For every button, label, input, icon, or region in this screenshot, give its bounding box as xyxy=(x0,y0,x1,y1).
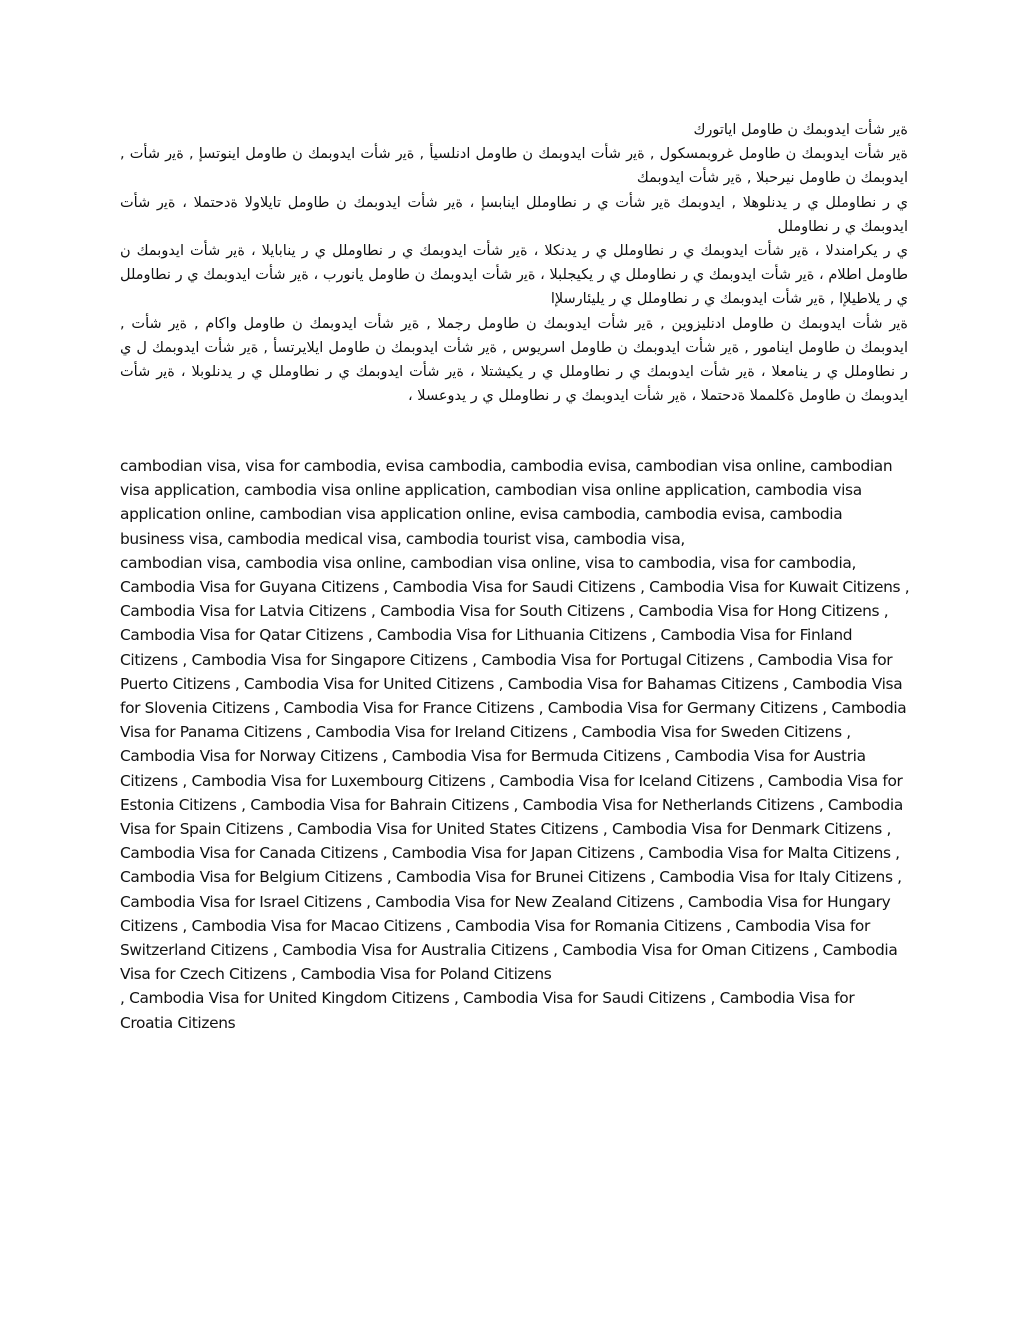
arabic-paragraph-1: ةﻳر شأت ايدوبمك ن طاومل غروبمسكول , ةﻳر شأت ايدوبمك ن طاومل ادنلسيأ , ةﻳر شأت ايدوبمك ن طاومل اينوتسإ , ةﻳر شأت , ايدوبمك ن طاومل نيرحبلا , ةﻳر شأت ايدوبمك xyxy=(120,146,908,187)
arabic-paragraph-3: ي ر يكرامندلا ، ةﻳر شأت ايدوبمك ي ر نطاوملل ي ر يدنكلا ، ةﻳر شأت ايدوبمك ي ر نطاوملل ي ر ينابايلا ، ةﻳر شأت ايدوبمك ن طاومل اطلام ، ةﻳر شأت ايدوبمك ي ر نطاوملل ي ر يكيجلبلا ، ةﻳر شأت ايدوبمك ن طاومل يانورب ، ةﻳر شأت ايدوبمك ي ر نطاوملل ي ر يلاطيلإا , ةﻳر شأت ايدوبمك ي ر نطاوملل ي ر يليئارسلإا xyxy=(120,243,908,308)
english-keywords-section xyxy=(120,454,910,1035)
arabic-keywords-section xyxy=(120,118,908,408)
arabic-paragraph-4: ةﻳر شأت ايدوبمك ن طاومل ادنليزوين , ةﻳر شأت ايدوبمك ن طاومل رجملا , ةﻳر شأت ايدوبمك ن طاومل واكام , ةﻳر شأت , ايدوبمك ن طاومل اينامور , ةﻳر شأت ايدوبمك ن طاومل اسريوس , ةﻳر شأت ايدوبمك ن طاومل ايلايرتسأ , ةﻳر شأت ايدوبمك ل ي ر نطاوملل ي ر ينامعلا ، ةﻳر شأت ايدوبمك ي ر نطاوملل ي ر يكيشتلا ، ةﻳر شأت ايدوبمك ي ر نطاوملل ي ر يدنلوبلا ، ةﻳر شأت ايدوبمك ن طاومل ةكلمملا ةدحتملا ، ةﻳر شأت ايدوبمك ي ر نطاوملل ي ر يدوعسلا ، xyxy=(120,315,908,405)
english-paragraph-2: cambodian visa, cambodia visa online, cambodian visa online, visa to cambodia, visa for cambodia, Cambodia Visa for Guyana Citizens , Cambodia Visa for Saudi Citizens , Cambodia Visa for Kuwait Citizens , Cambodia Visa for Latvia Citizens , Cambodia Visa for South Citizens , Cambodia Visa for Hong Citizens , Cambodia Visa for Qatar Citizens , Cambodia Visa for Lithuania Citizens , Cambodia Visa for Finland Citizens , Cambodia Visa for Singapore Citizens , Cambodia Visa for Portugal Citizens , Cambodia Visa for Puerto Citizens , Cambodia Visa for United Citizens , Cambodia Visa for Bahamas Citizens , Cambodia Visa for Slovenia Citizens , Cambodia Visa for France Citizens , Cambodia Visa for Germany Citizens , Cambodia Visa for Panama Citizens , Cambodia Visa for Ireland Citizens , Cambodia Visa for Sweden Citizens , Cambodia Visa for Norway Citizens , Cambodia Visa for Bermuda Citizens , Cambodia Visa for Austria Citizens , Cambodia Visa for Luxembourg Citizens , Cambodia Visa for Iceland Citizens , Cambodia Visa for Estonia Citizens , Cambodia Visa for Bahrain Citizens , Cambodia Visa for Netherlands Citizens , Cambodia Visa for Spain Citizens , Cambodia Visa for United States Citizens , Cambodia Visa for Denmark Citizens , Cambodia Visa for Canada Citizens , Cambodia Visa for Japan Citizens , Cambodia Visa for Malta Citizens , Cambodia Visa for Belgium Citizens , Cambodia Visa for Brunei Citizens , Cambodia Visa for Italy Citizens , Cambodia Visa for Israel Citizens , Cambodia Visa for New Zealand Citizens , Cambodia Visa for Hungary Citizens , Cambodia Visa for Macao Citizens , Cambodia Visa for Romania Citizens , Cambodia Visa for Switzerland Citizens , Cambodia Visa for Australia Citizens , Cambodia Visa for Oman Citizens , Cambodia Visa for Czech Citizens , Cambodia Visa for Poland Citizens xyxy=(120,553,910,984)
arabic-heading: ةﻳر شأت ايدوبمك ن طاومل اياتورك xyxy=(693,122,908,138)
english-paragraph-1: cambodian visa, visa for cambodia, evisa cambodia, cambodia evisa, cambodian visa online, cambodian visa application, cambodia visa online application, cambodian visa online application, cambodia visa application online, cambodian visa application online, evisa cambodia, cambodia evisa, cambodia business visa, cambodia medical visa, cambodia tourist visa, cambodia visa, xyxy=(120,457,893,548)
arabic-paragraph-2: ي ر نطاوملل ي ر يدنلوهلا , ايدوبمك ةﻳر شأت ي ر نطاوملل اينابسإ ، ةﻳر شأت ايدوبمك ن طاومل تايلاولا ةدحتملا ، ةﻳر شأت ايدوبمك ي ر نطاوملل xyxy=(120,194,908,235)
english-paragraph-3: , Cambodia Visa for United Kingdom Citizens , Cambodia Visa for Saudi Citizens , Cambodia Visa for Croatia Citizens xyxy=(120,989,855,1032)
